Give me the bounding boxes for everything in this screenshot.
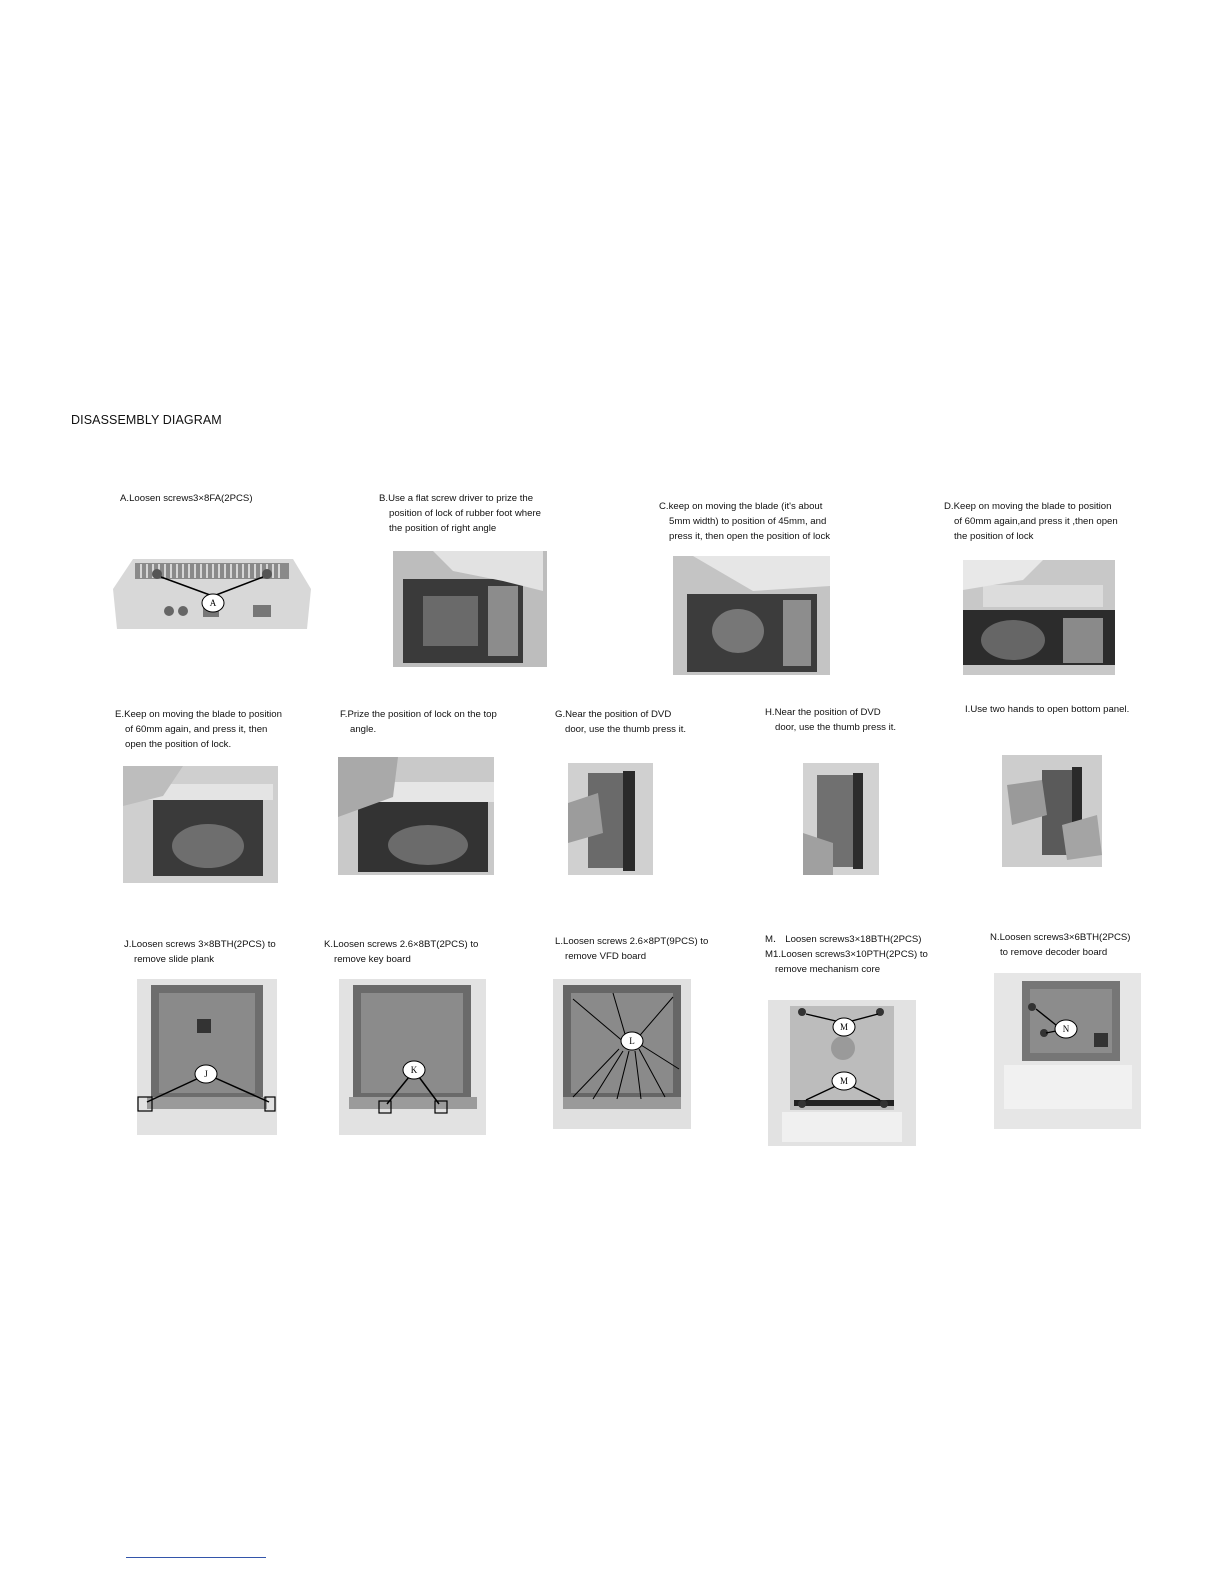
step-b-caption: [379, 492, 541, 536]
caption-line: G.Near the position of DVD: [555, 709, 672, 720]
caption-line: M． Loosen screws3×18BTH(2PCS): [765, 934, 922, 945]
caption-line: H.Near the position of DVD: [765, 707, 881, 718]
step-m-caption: [765, 933, 928, 977]
caption-line: of 60mm again, and press it, then: [125, 723, 268, 735]
caption-line: A.Loosen screws3×8FA(2PCS): [120, 493, 253, 504]
step-n-caption: [990, 931, 1131, 961]
callout-j: J: [204, 1069, 208, 1079]
step-l-photo: [553, 979, 691, 1129]
step-e-caption: [115, 708, 282, 752]
step-k-photo: [339, 979, 486, 1135]
caption-line: C.keep on moving the blade (it's about: [659, 501, 823, 512]
callout-n: N: [1062, 1024, 1070, 1034]
caption-line: remove key board: [334, 953, 411, 965]
step-d-photo: [963, 560, 1115, 675]
step-g-caption: [555, 708, 686, 738]
step-b-photo: [393, 551, 547, 667]
step-j-photo: [137, 979, 277, 1135]
step-c-photo: [673, 556, 830, 675]
callout-l: L: [629, 1036, 635, 1046]
caption-line: F.Prize the position of lock on the top: [340, 709, 497, 720]
caption-line: the position of lock: [954, 530, 1034, 542]
caption-line: B.Use a flat screw driver to prize the: [379, 493, 534, 504]
caption-line: E.Keep on moving the blade to position: [115, 709, 282, 720]
caption-line: K.Loosen screws 2.6×8BT(2PCS) to: [324, 939, 479, 950]
step-k-caption: [324, 938, 478, 968]
step-i-caption: [965, 703, 1129, 718]
caption-line: L.Loosen screws 2.6×8PT(9PCS) to: [555, 936, 709, 947]
callout-a: A: [209, 598, 217, 608]
caption-line: remove mechanism core: [775, 963, 881, 975]
step-a-photo: [113, 549, 311, 629]
caption-line: the position of right angle: [389, 522, 497, 534]
caption-line: D.Keep on moving the blade to position: [944, 501, 1112, 512]
footer-rule: [126, 1557, 266, 1558]
step-n-photo: [994, 973, 1141, 1129]
caption-line: M1.Loosen screws3×10PTH(2PCS) to: [765, 948, 928, 960]
callout-m-top: M: [839, 1022, 849, 1032]
step-f-caption: [340, 708, 497, 738]
caption-line: 5mm width) to position of 45mm, and: [669, 515, 827, 527]
caption-line: to remove decoder board: [1000, 946, 1108, 958]
caption-line: press it, then open the position of lock: [669, 530, 831, 542]
caption-line: remove VFD board: [565, 950, 647, 962]
page-title: DISASSEMBLY DIAGRAM: [71, 413, 222, 427]
caption-line: J.Loosen screws 3×8BTH(2PCS) to: [124, 939, 276, 950]
step-h-photo: [803, 763, 879, 875]
step-l-caption: [555, 935, 708, 965]
caption-line: of 60mm again,and press it ,then open: [954, 515, 1118, 527]
caption-line: I.Use two hands to open bottom panel.: [965, 704, 1130, 715]
step-e-photo: [123, 766, 278, 883]
caption-line: position of lock of rubber foot where: [389, 507, 541, 519]
caption-line: N.Loosen screws3×6BTH(2PCS): [990, 932, 1131, 943]
caption-line: door, use the thumb press it.: [565, 723, 687, 735]
step-c-caption: [659, 500, 830, 544]
step-d-caption: [944, 500, 1118, 544]
caption-line: angle.: [350, 723, 377, 735]
step-i-photo: [1002, 755, 1102, 867]
step-h-caption: [765, 706, 896, 736]
step-j-caption: [124, 938, 276, 968]
step-g-photo: [568, 763, 653, 875]
callout-m-bottom: M: [839, 1076, 849, 1086]
step-a-caption: [120, 492, 253, 507]
caption-line: open the position of lock.: [125, 738, 232, 750]
caption-line: remove slide plank: [134, 953, 214, 965]
step-f-photo: [338, 757, 494, 875]
callout-k: K: [410, 1065, 418, 1075]
step-m-photo: [768, 1000, 916, 1146]
caption-line: door, use the thumb press it.: [775, 721, 897, 733]
